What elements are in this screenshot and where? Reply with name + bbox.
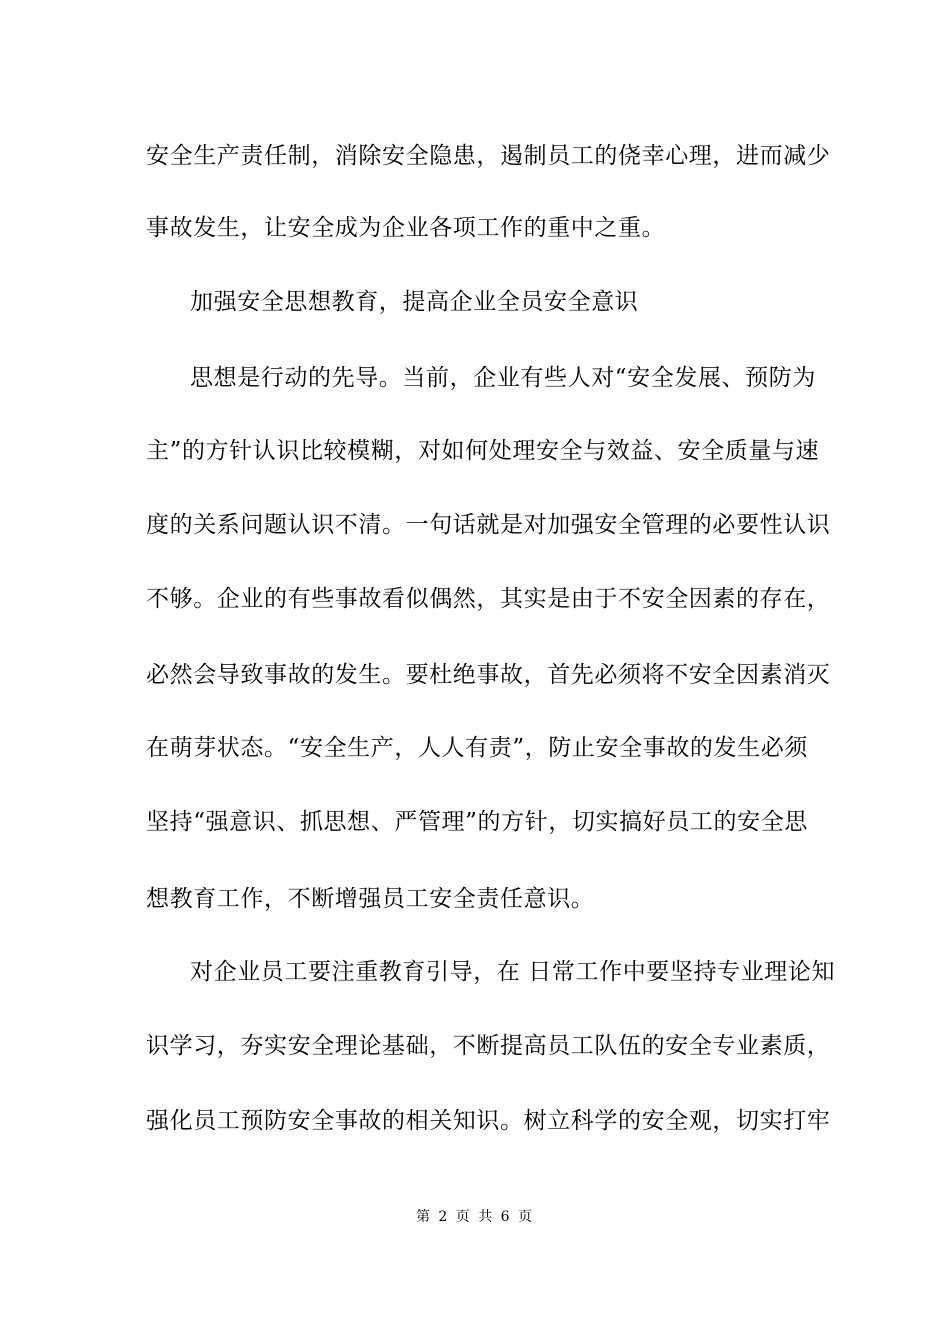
- text-line-10: 坚持“强意识、抓思想、严管理”的方针，切实搞好员工的安全思: [146, 809, 808, 835]
- text-line-12: 对企业员工要注重教育引导，在 日常工作中要坚持专业理论知: [190, 959, 836, 985]
- text-line-2: 事故发生，让安全成为企业各项工作的重中之重。: [146, 215, 666, 241]
- text-line-11: 想教育工作，不断增强员工安全责任意识。: [146, 886, 595, 912]
- text-line-5: 主”的方针认识比较模糊，对如何处理安全与效益、安全质量与速: [146, 438, 820, 464]
- text-line-13: 识学习，夯实安全理论基础，不断提高员工队伍的安全专业素质，: [146, 1033, 831, 1059]
- text-line-1: 安全生产责任制，消除安全隐患，遏制员工的侥幸心理，进而减少: [146, 143, 831, 169]
- text-line-6: 度的关系问题认识不清。一句话就是对加强安全管理的必要性认识: [146, 512, 831, 538]
- page-number-footer: 第 2 页 共 6 页: [415, 1209, 535, 1225]
- text-line-9: 在萌芽状态。“安全生产，人人有责”，防止安全事故的发生必须: [146, 735, 808, 761]
- text-line-7: 不够。企业的有些事故看似偶然，其实是由于不安全因素的存在，: [146, 586, 831, 612]
- text-line-14: 强化员工预防安全事故的相关知识。树立科学的安全观，切实打牢: [146, 1108, 831, 1134]
- section-heading: 加强安全思想教育，提高企业全员安全意识: [190, 289, 639, 315]
- text-line-8: 必然会导致事故的发生。要杜绝事故，首先必须将不安全因素消灭: [146, 662, 831, 688]
- text-line-4: 思想是行动的先导。当前，企业有些人对“安全发展、预防为: [190, 365, 816, 391]
